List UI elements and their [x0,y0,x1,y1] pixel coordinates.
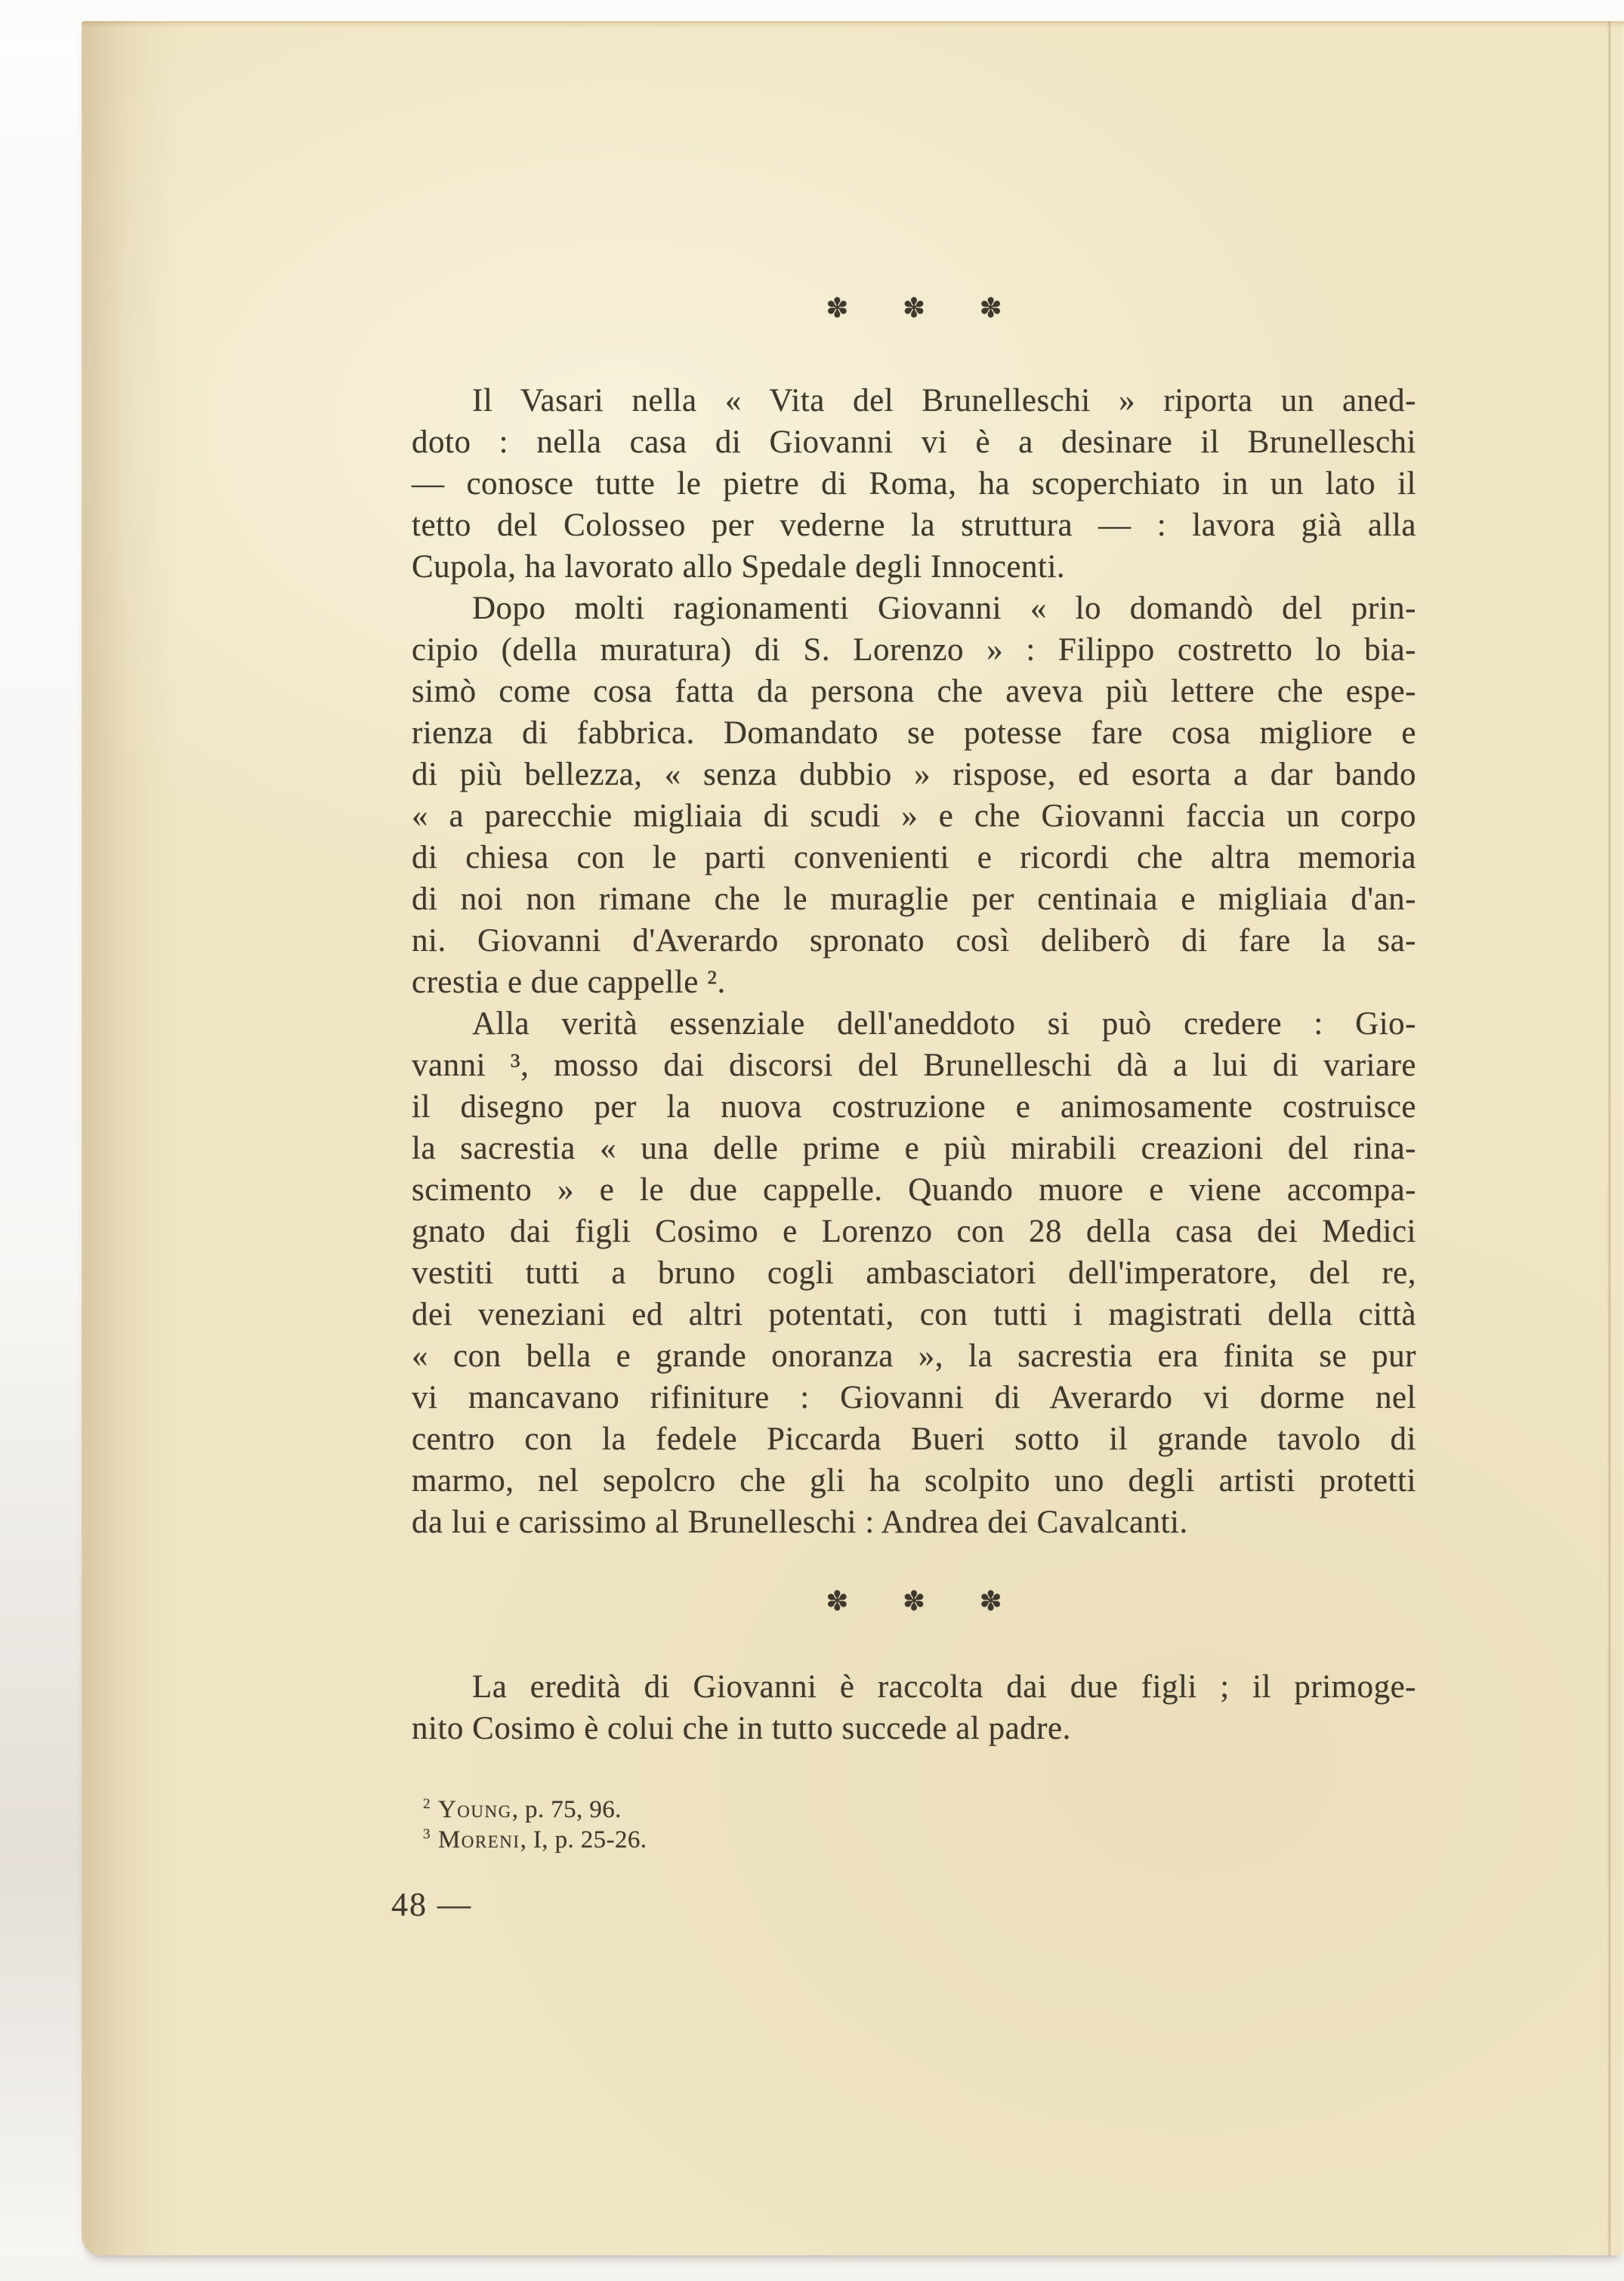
paragraph [412,1666,1416,1749]
page-right-fold-line [1607,21,1612,2255]
text-line: crestia e due cappelle ². [412,965,726,1000]
text-line: da lui e carissimo al Brunelleschi : Andrea dei Cavalcanti. [412,1505,1188,1540]
text-line: dei veneziani ed altri potentati, con tutti i magistrati della città [412,1297,1416,1332]
section-separator-asterisks: ✽ ✽ ✽ [826,1586,1025,1617]
footnote [423,1796,622,1824]
text-line: « a parecchie migliaia di scudi » e che Giovanni faccia un corpo [412,798,1416,834]
text-line: vanni ³, mosso dai discorsi del Brunelleschi dà a lui di variare [412,1048,1416,1083]
page-number: 48 — [391,1886,472,1923]
page-gutter-shadow [82,21,180,2255]
text-line: tetto del Colosseo per vederne la struttura — : lavora già alla [412,508,1416,543]
text-line: il disegno per la nuova costruzione e animosamente costruisce [412,1089,1416,1125]
text-line: Cupola, ha lavorato allo Spedale degli Innocenti. [412,549,1066,585]
text-line: di noi non rimane che le muraglie per centinaia e migliaia d'an- [412,881,1416,917]
text-line: marmo, nel sepolcro che gli ha scolpito uno degli artisti protetti [412,1463,1416,1499]
text-line: doto : nella casa di Giovanni vi è a desinare il Brunelleschi [412,424,1416,460]
text-line: vestiti tutti a bruno cogli ambasciatori dell'imperatore, del re, [412,1255,1416,1291]
text-line: cipio (della muratura) di S. Lorenzo » : Filippo costretto lo bia- [412,632,1416,668]
footnote-marker: 3 [423,1826,431,1842]
text-line: rienza di fabbrica. Domandato se potesse fare cosa migliore e [412,715,1416,751]
section-separator-asterisks: ✽ ✽ ✽ [826,293,1025,324]
paragraph [412,380,1416,588]
paragraph [412,1003,1416,1543]
footnote-author: Young [437,1796,512,1823]
text-line: ni. Giovanni d'Averardo spronato così deliberò di fare la sa- [412,923,1416,958]
text-line: Alla verità essenziale dell'aneddoto si può credere : Gio- [472,1006,1416,1042]
footnote [423,1826,647,1854]
text-line: simò come cosa fatta da persona che aveva più lettere che espe- [412,674,1416,709]
text-line: di più bellezza, « senza dubbio » rispose, ed esorta a dar bando [412,757,1416,792]
footnote-marker: 2 [423,1796,431,1812]
text-line: centro con la fedele Piccarda Bueri sotto il grande tavolo di [412,1421,1416,1457]
footnote-text: , I, p. 25-26. [520,1826,647,1854]
text-line: — conosce tutte le pietre di Roma, ha scoperchiato in un lato il [412,466,1416,502]
text-line: « con bella e grande onoranza », la sacrestia era finita se pur [412,1338,1416,1374]
text-line: gnato dai figli Cosimo e Lorenzo con 28 della casa dei Medici [412,1214,1416,1249]
text-line: scimento » e le due cappelle. Quando muore e viene accompa- [412,1172,1416,1208]
footnote-author: Moreni [437,1826,520,1854]
page-left-deckled-edges [0,33,83,2258]
text-line: di chiesa con le parti convenienti e ricordi che altra memoria [412,840,1416,875]
text-line: Dopo molti ragionamenti Giovanni « lo domandò del prin- [472,591,1416,626]
text-line: La eredità di Giovanni è raccolta dai due figli ; il primoge- [472,1669,1416,1705]
text-line: la sacrestia « una delle prime e più mirabili creazioni del rina- [412,1131,1416,1166]
text-line: nito Cosimo è colui che in tutto succede al padre. [412,1711,1071,1746]
text-line: vi mancavano rifiniture : Giovanni di Averardo vi dorme nel [412,1380,1416,1415]
text-line: Il Vasari nella « Vita del Brunelleschi » riporta un aned- [472,383,1416,418]
footnote-text: , p. 75, 96. [511,1796,622,1823]
paragraph [412,588,1416,1003]
